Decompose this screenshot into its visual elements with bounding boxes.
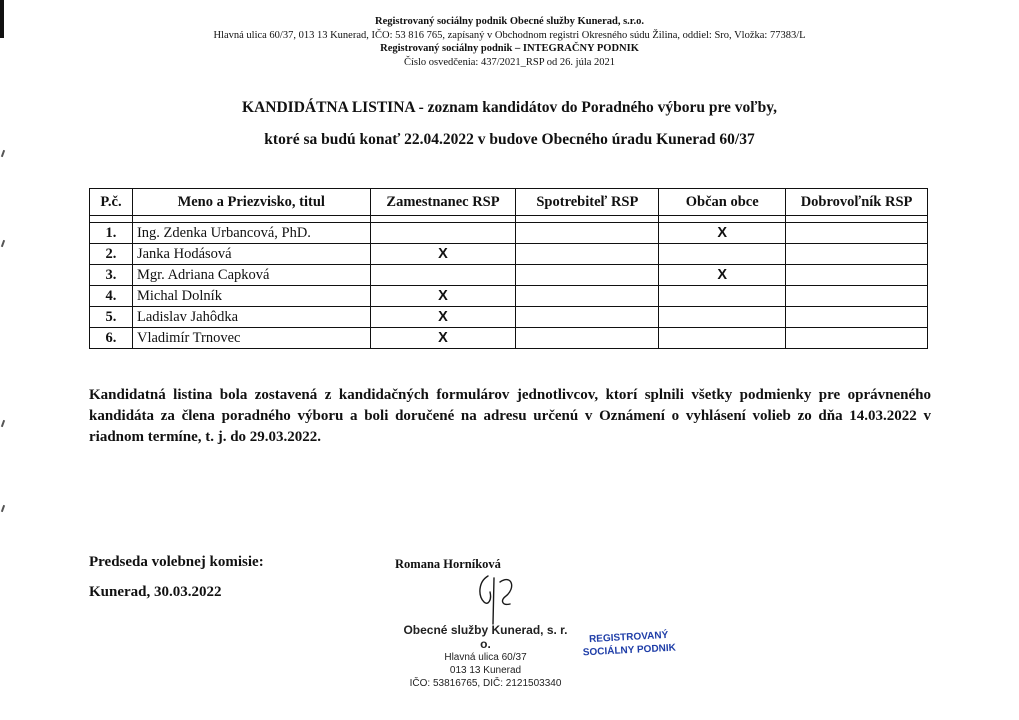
- blue-stamp-line2: SOCIÁLNY PODNIK: [582, 642, 677, 659]
- candidate-name: Vladimír Trnovec: [132, 328, 370, 349]
- place-date: Kunerad, 30.03.2022: [89, 584, 222, 600]
- social-enterprise-stamp: [572, 628, 685, 660]
- consumer-mark: [516, 244, 659, 265]
- scan-edge-mark: [1, 505, 5, 512]
- scan-edge-mark: [1, 420, 5, 427]
- table-row: [90, 265, 928, 286]
- consumer-mark: [516, 265, 659, 286]
- volunteer-mark: [786, 286, 928, 307]
- letterhead: [0, 15, 1019, 69]
- col-header-number: P.č.: [90, 189, 133, 216]
- scan-edge-mark: [1, 240, 5, 247]
- col-header-name: Meno a Priezvisko, titul: [132, 189, 370, 216]
- citizen-mark: X: [659, 265, 786, 286]
- citizen-mark: [659, 328, 786, 349]
- table-row: [90, 244, 928, 265]
- consumer-mark: [516, 328, 659, 349]
- row-number: 2.: [90, 244, 133, 265]
- volunteer-mark: [786, 265, 928, 286]
- stamp-street: Hlavná ulica 60/37: [444, 652, 527, 663]
- citizen-mark: [659, 286, 786, 307]
- row-number: 3.: [90, 265, 133, 286]
- candidate-name: Michal Dolník: [132, 286, 370, 307]
- table-header-row: [90, 189, 928, 216]
- employee-mark: X: [370, 307, 516, 328]
- volunteer-mark: [786, 328, 928, 349]
- row-number: 4.: [90, 286, 133, 307]
- col-header-employee: Zamestnanec RSP: [370, 189, 516, 216]
- letterhead-certificate: Číslo osvedčenia: 437/2021_RSP od 26. júla 2021: [403, 56, 616, 68]
- handwritten-signature: [470, 570, 530, 628]
- table-row: [90, 286, 928, 307]
- statement-paragraph: Kandidatná listina bola zostavená z kandidačných formulárov jednotlivcov, ktorí splnili všetky podmienky pre oprávneného kandidáta za člena poradného výboru a boli doručené na adresu určenú v Oznámení o vyhlásení volieb zo dňa 14.03.2022 v riadnom termíne, t. j. do 29.03.2022.: [89, 387, 931, 445]
- document-title: KANDIDÁTNA LISTINA - zoznam kandidátov do Poradného výboru pre voľby,: [242, 99, 777, 116]
- citizen-mark: X: [659, 223, 786, 244]
- candidate-name: Janka Hodásová: [132, 244, 370, 265]
- consumer-mark: [516, 286, 659, 307]
- volunteer-mark: [786, 223, 928, 244]
- table-row: [90, 223, 928, 244]
- col-header-consumer: Spotrebiteľ RSP: [516, 189, 659, 216]
- candidate-name: Mgr. Adriana Capková: [132, 265, 370, 286]
- volunteer-mark: [786, 244, 928, 265]
- chair-label: Predseda volebnej komisie:: [89, 554, 264, 570]
- employee-mark: [370, 265, 516, 286]
- stamp-company: Obecné služby Kunerad, s. r. o.: [403, 623, 568, 651]
- stamp-city: 013 13 Kunerad: [449, 665, 522, 676]
- employee-mark: X: [370, 244, 516, 265]
- citizen-mark: [659, 244, 786, 265]
- document-subtitle: ktoré sa budú konať 22.04.2022 v budove Obecného úradu Kunerad 60/37: [264, 131, 755, 148]
- blue-stamp-line1: REGISTROVANÝ: [588, 629, 669, 646]
- employee-mark: X: [370, 286, 516, 307]
- employee-mark: [370, 223, 516, 244]
- table-row: [90, 307, 928, 328]
- letterhead-address: Hlavná ulica 60/37, 013 13 Kunerad, IČO: 53 816 765, zapísaný v Obchodnom registri Okresného súdu Žilina, oddiel: Sro, Vložka: 77383/L: [213, 29, 806, 41]
- signatory-name: Romana Horníková: [395, 557, 501, 571]
- employee-mark: X: [370, 328, 516, 349]
- col-header-volunteer: Dobrovoľník RSP: [786, 189, 928, 216]
- letterhead-status: Registrovaný sociálny podnik – INTEGRAČNY PODNIK: [380, 43, 639, 54]
- candidate-name: Ing. Zdenka Urbancová, PhD.: [132, 223, 370, 244]
- scan-edge-mark: [1, 150, 5, 157]
- candidate-name: Ladislav Jahôdka: [132, 307, 370, 328]
- consumer-mark: [516, 223, 659, 244]
- consumer-mark: [516, 307, 659, 328]
- table-row: [90, 328, 928, 349]
- volunteer-mark: [786, 307, 928, 328]
- stamp-ids: IČO: 53816765, DIČ: 2121503340: [409, 678, 562, 689]
- row-number: 6.: [90, 328, 133, 349]
- citizen-mark: [659, 307, 786, 328]
- letterhead-company: Registrovaný sociálny podnik Obecné služby Kunerad, s.r.o.: [375, 16, 644, 27]
- company-stamp: [403, 623, 568, 690]
- col-header-citizen: Občan obce: [659, 189, 786, 216]
- row-number: 5.: [90, 307, 133, 328]
- table-spacer-row: [90, 216, 928, 223]
- row-number: 1.: [90, 223, 133, 244]
- candidates-table: [89, 188, 928, 349]
